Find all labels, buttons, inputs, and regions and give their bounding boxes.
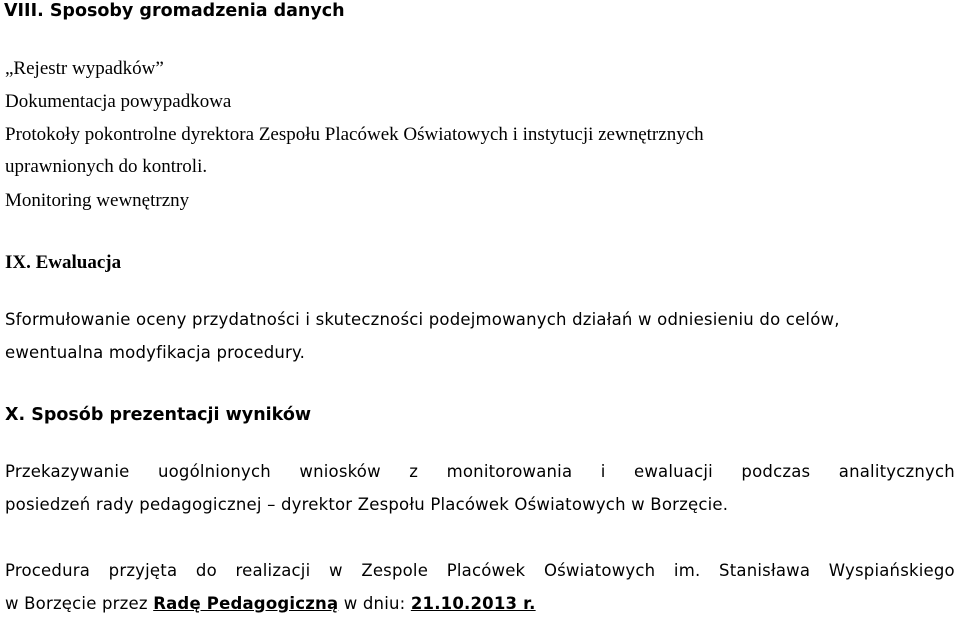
- word: Przekazywanie: [5, 462, 130, 481]
- word: im.: [673, 561, 701, 580]
- section-8-heading: VIII. Sposoby gromadzenia danych: [4, 1, 345, 21]
- section-8-item-1: „Rejestr wypadków”: [5, 58, 164, 79]
- word: z: [409, 462, 419, 481]
- word: Placówek: [446, 561, 526, 580]
- section-9-body-line-2: ewentualna modyfikacja procedury.: [5, 343, 306, 362]
- section-10-body-line-1: [5, 462, 955, 481]
- word: Stanisława: [719, 561, 811, 580]
- section-10-heading: X. Sposób prezentacji wyników: [5, 405, 312, 425]
- word: analitycznych: [838, 462, 955, 481]
- section-10-body-line-2: posiedzeń rady pedagogicznej – dyrektor Zespołu Placówek Oświatowych w Borzęcie.: [5, 495, 729, 514]
- closing-line-1: [5, 561, 955, 580]
- adoption-date: 21.10.2013 r.: [410, 594, 536, 613]
- council-name: Radę Pedagogiczną: [153, 594, 339, 613]
- word: Zespole: [361, 561, 429, 580]
- closing-line-2: [5, 594, 536, 613]
- word: realizacji: [235, 561, 311, 580]
- word: Oświatowych: [543, 561, 656, 580]
- word: w: [328, 561, 343, 580]
- word: Procedura: [5, 561, 91, 580]
- word: i: [600, 462, 606, 481]
- section-8-item-4: Monitoring wewnętrzny: [5, 190, 190, 211]
- closing-mid: w dniu:: [338, 594, 411, 613]
- section-9-heading: IX. Ewaluacja: [5, 252, 122, 273]
- word: wniosków: [299, 462, 381, 481]
- section-8-item-2: Dokumentacja powypadkowa: [5, 91, 232, 112]
- closing-prefix: w Borzęcie przez: [5, 594, 154, 613]
- section-9-body-line-1: Sformułowanie oceny przydatności i skuteczności podejmowanych działań w odniesieniu do celów,: [5, 310, 840, 329]
- section-8-item-3-cont: uprawnionych do kontroli.: [5, 156, 208, 177]
- word: monitorowania: [446, 462, 573, 481]
- word: przyjęta: [108, 561, 178, 580]
- section-8-item-3: Protokoły pokontrolne dyrektora Zespołu Placówek Oświatowych i instytucji zewnętrznych: [5, 124, 704, 145]
- word: Wyspiańskiego: [828, 561, 955, 580]
- word: podczas: [741, 462, 811, 481]
- word: ewaluacji: [634, 462, 713, 481]
- word: uogólnionych: [157, 462, 271, 481]
- word: do: [195, 561, 217, 580]
